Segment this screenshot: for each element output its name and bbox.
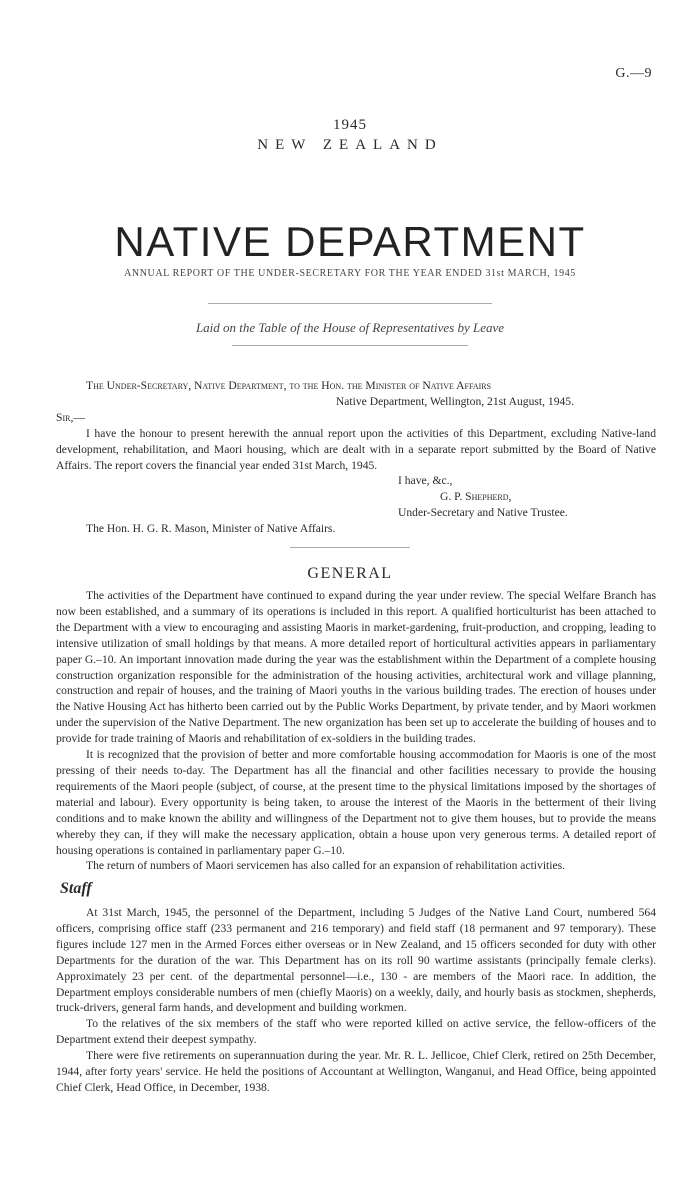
general-paragraph: It is recognized that the provision of better and more comfortable housing accommodation for Maoris is one of the most pressing of their needs to-day. The Department has all the financial and other facilities necessary to provide the housing requirements of the Maori people (subject, of course, at the present time to the physical limitations imposed by the shortages of material and labour). Every opportunity is being taken, to arouse the interest of the Maoris in the betterment of their living conditions and to make known the ability and willingness of the Department not to give them houses, but to provide the means whereby they can, if they will make the necessary application, obtain a house upon very generous terms. A detailed report of housing operations is contained in parliamentary paper G.–10. <box>56 748 656 857</box>
document-title: NATIVE DEPARTMENT <box>114 218 586 265</box>
letter-signatory-position: Under-Secretary and Native Trustee. <box>398 506 568 520</box>
general-paragraph: The return of numbers of Maori servicemen has also called for an expansion of rehabilitation activities. <box>86 859 566 873</box>
document-subtitle: ANNUAL REPORT OF THE UNDER-SECRETARY FOR THE YEAR ENDED 31st MARCH, 1945 <box>124 268 576 279</box>
laid-on-table-note: Laid on the Table of the House of Representatives by Leave <box>195 320 505 335</box>
general-paragraph: The activities of the Department have continued to expand during the year under review. The special Welfare Branch has now been established, and a summary of its operations is included in this report. A qualified horticulturist has been attached to the Department with a view to encouraging and assisting Maoris in market-gardening, fruit-production, and cropping, leading to intensive utilization of small holdings by that means. A more detailed report of horticultural activities appears in parliamentary paper G.–10. An important innovation made during the year was the establishment within the Department of a complete housing construction organization responsible for the administration of the housing activities, architectural work and village planning, construction and repair of houses, and the training of Maori youths in the various building trades. The erection of houses under the Native Housing Act has hitherto been carried out by the Public Works Department, by private tender, and by Maori workmen under the supervision of the Native Department. The new organization has been set up to accelerate the building of houses and to provide for trade training of Maoris and rehabilitation of ex-soldiers in the building trades. <box>56 589 656 746</box>
page-reference: G.—9 <box>615 66 652 81</box>
letter-heading: The Under-Secretary, Native Department, to the Hon. the Minister of Native Affairs <box>86 379 492 392</box>
letter-signatory: G. P. Shepherd, <box>440 490 512 504</box>
divider-rule <box>290 547 410 548</box>
letter-salutation: Sir,— <box>56 410 85 424</box>
staff-section <box>56 905 656 1096</box>
letter-body: I have the honour to present herewith the annual report upon the activities of this Department, excluding Native-land development, rehabilitation, and Maori housing, which are dealt with in a separate report submitted by the Board of Native Affairs. The report covers the financial year ended 31st March, 1945. <box>56 426 656 472</box>
divider-rule <box>208 303 492 304</box>
letter-place-date: Native Department, Wellington, 21st August, 1945. <box>335 394 574 408</box>
staff-paragraph: At 31st March, 1945, the personnel of the Department, including 5 Judges of the Native Land Court, numbered 564 officers, comprising office staff (233 permanent and 216 temporary) and field staff (18 permanent and 97 temporary). These figures include 127 men in the Armed Forces either overseas or in New Zealand, and 15 officers seconded for duty with other Departments for the duration of the war. This Department has on its roll 90 wartime assistants (principally female clerks). Approximately 23 per cent. of the departmental personnel—i.e., 130 - are members of the Maori race. In addition, the Department employs considerable numbers of men (chiefly Maoris) on a weekly, daily, and hourly basis as stockmen, shepherds, truck-drivers, general farm hands, and development and building workmen. <box>56 906 656 1015</box>
report-year: 1945 <box>333 117 367 133</box>
letter-closing: I have, &c., <box>398 474 453 488</box>
covering-letter <box>56 378 656 537</box>
staff-paragraph: There were five retirements on superannuation during the year. Mr. R. L. Jellicoe, Chief Clerk, retired on 25th December, 1944, after forty years' service. He held the positions of Accountant at Wellington, Wanganui, and Head Office, being appointed Chief Clerk, Head Office, in December, 1938. <box>56 1049 656 1094</box>
general-heading: GENERAL <box>307 565 393 582</box>
letter-addressee: The Hon. H. G. R. Mason, Minister of Native Affairs. <box>86 522 336 536</box>
divider-rule <box>232 345 468 346</box>
general-section <box>56 588 656 874</box>
staff-heading: Staff <box>60 880 92 897</box>
country-name: NEW ZEALAND <box>257 137 443 153</box>
staff-paragraph: To the relatives of the six members of the staff who were reported killed on active service, the fellow-officers of the Department extend their deepest sympathy. <box>56 1017 656 1047</box>
